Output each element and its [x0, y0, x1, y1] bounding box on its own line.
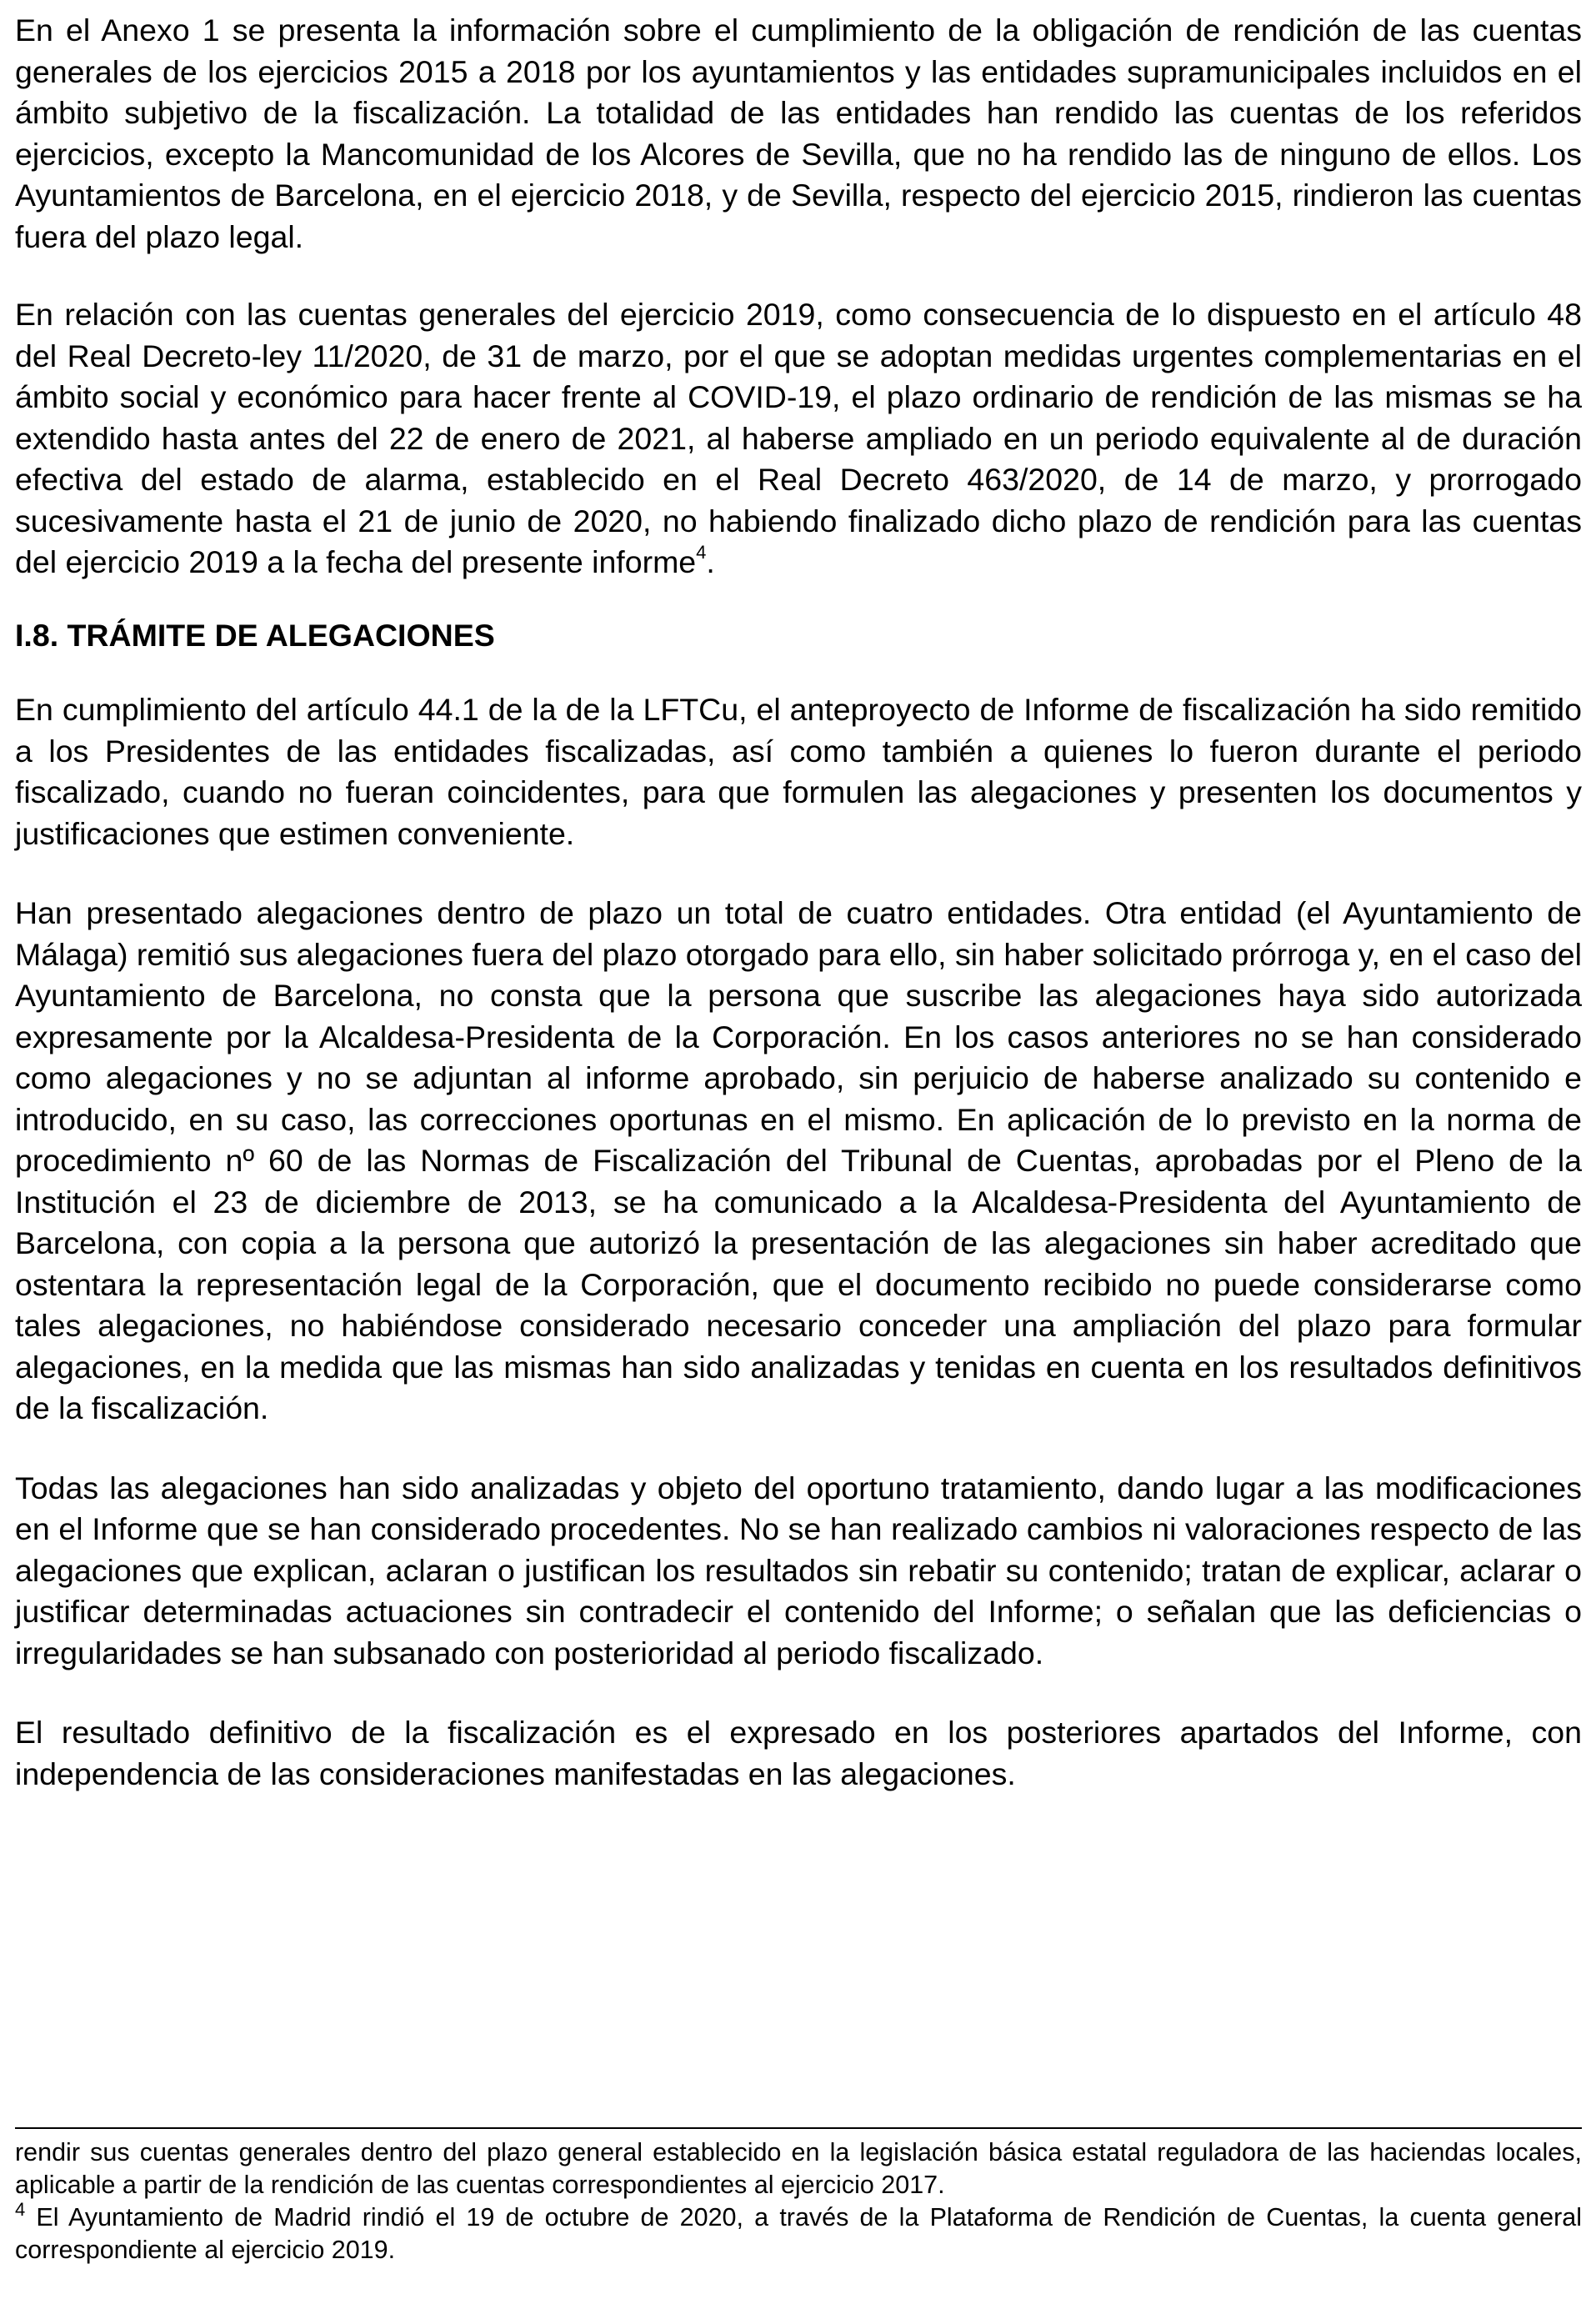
- paragraph-resultado-definitivo: El resultado definitivo de la fiscalización es el expresado en los posteriores apartados del Informe, con independencia de las consideraciones manifestadas en las alegaciones.: [15, 1715, 1582, 1791]
- footnote-separator: [15, 2127, 1582, 2129]
- paragraph-cuentas-2015-2018: En el Anexo 1 se presenta la información sobre el cumplimiento de la obligación de rendición de las cuentas generales de los ejercicios 2015 a 2018 por los ayuntamientos y las entidades supramunicipales incluidos en el ámbito subjetivo de la fiscalización. La totalidad de las entidades han rendido las cuentas de los referidos ejercicios, excepto la Mancomunidad de los Alcores de Sevilla, que no ha rendido las de ninguno de ellos. Los Ayuntamientos de Barcelona, en el ejercicio 2018, y de Sevilla, respecto del ejercicio 2015, rindieron las cuentas fuera del plazo legal.: [15, 13, 1582, 254]
- footnotes-area: [15, 2136, 1582, 2266]
- paragraph-tratamiento-alegaciones: Todas las alegaciones han sido analizadas y objeto del oportuno tratamiento, dando lugar a las modificaciones en el Informe que se han considerado procedentes. No se han realizado cambios ni valoraciones respecto de las alegaciones que explican, aclaran o justifican los resultados sin rebatir su contenido; tratan de explicar, aclarar o justificar determinadas actuaciones sin contradecir el contenido del Informe; o señalan que las deficiencias o irregularidades se han subsanado con posterioridad al periodo fiscalizado.: [15, 1470, 1582, 1670]
- document-body: [15, 10, 1582, 1795]
- paragraph-cuentas-2019-end: .: [706, 544, 715, 579]
- footnote-4-marker: 4: [15, 2199, 26, 2220]
- section-heading-alegaciones: I.8. TRÁMITE DE ALEGACIONES: [15, 617, 495, 653]
- paragraph-alegaciones-presentadas: Han presentado alegaciones dentro de plazo un total de cuatro entidades. Otra entidad (el Ayuntamiento de Málaga) remitió sus alegaciones fuera del plazo otorgado para ello, sin haber solicitado prórroga y, en el caso del Ayuntamiento de Barcelona, no consta que la persona que suscribe las alegaciones haya sido autorizada expresamente por la Alcaldesa-Presidenta de la Corporación. En los casos anteriores no se han considerado como alegaciones y no se adjuntan al informe aprobado, sin perjuicio de haberse analizado su contenido e introducido, en su caso, las correcciones oportunas en el mismo. En aplicación de lo previsto en la norma de procedimiento nº 60 de las Normas de Fiscalización del Tribunal de Cuentas, aprobadas por el Pleno de la Institución el 23 de diciembre de 2013, se ha comunicado a la Alcaldesa-Presidenta del Ayuntamiento de Barcelona, con copia a la persona que autorizó la presentación de las alegaciones sin haber acreditado que ostentara la representación legal de la Corporación, que el documento recibido no puede considerarse como tales alegaciones, no habiéndose considerado necesario conceder una ampliación del plazo para formular alegaciones, en la medida que las mismas han sido analizadas y tenidas en cuenta en los resultados definitivos de la fiscalización.: [15, 895, 1582, 1425]
- footnote-continuation: rendir sus cuentas generales dentro del plazo general establecido en la legislación básica estatal reguladora de las haciendas locales, aplicable a partir de la rendición de las cuentas correspondientes al ejercicio 2017.: [15, 2138, 1582, 2199]
- footnote-reference-4[interactable]: 4: [696, 542, 707, 563]
- footnote-4: [15, 2201, 1582, 2266]
- paragraph-cuentas-2019-text: En relación con las cuentas generales del ejercicio 2019, como consecuencia de lo dispuesto en el artículo 48 del Real Decreto-ley 11/2020, de 31 de marzo, por el que se adoptan medidas urgentes complementarias en el ámbito social y económico para hacer frente al COVID-19, el plazo ordinario de rendición de las mismas se ha extendido hasta antes del 22 de enero de 2021, al haberse ampliado en un periodo equivalente al de duración efectiva del estado de alarma, establecido en el Real Decreto 463/2020, de 14 de marzo, y prorrogado sucesivamente hasta el 21 de junio de 2020, no habiendo finalizado dicho plazo de rendición para las cuentas del ejercicio 2019 a la fecha del presente informe: [15, 297, 1582, 579]
- paragraph-cuentas-2019: [15, 294, 1582, 584]
- footnote-4-text: El Ayuntamiento de Madrid rindió el 19 de octubre de 2020, a través de la Plataforma de Rendición de Cuentas, la cuenta general correspondiente al ejercicio 2019.: [15, 2203, 1582, 2264]
- paragraph-remision-anteproyecto: En cumplimiento del artículo 44.1 de la de la LFTCu, el anteproyecto de Informe de fiscalización ha sido remitido a los Presidentes de las entidades fiscalizadas, así como también a quienes lo fueron durante el periodo fiscalizado, cuando no fueran coincidentes, para que formulen las alegaciones y presenten los documentos y justificaciones que estimen conveniente.: [15, 692, 1582, 851]
